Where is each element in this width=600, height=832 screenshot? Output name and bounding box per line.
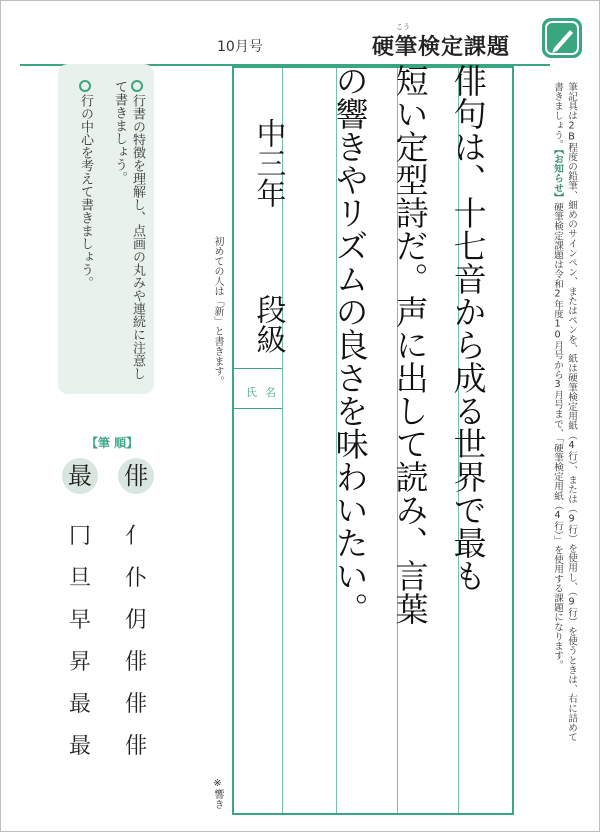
page-title: 硬筆検定課題	[372, 35, 511, 60]
stroke-step: 旦	[68, 566, 91, 591]
model-text-line-2: 短い定型詩だ。声に出して読み、言葉	[390, 64, 430, 625]
stroke-order-steps-sai	[60, 516, 100, 768]
stroke-step: 仴	[124, 608, 147, 633]
beginner-note: 初めての人は「新」と書きます。	[212, 236, 223, 386]
stroke-step: 昇	[68, 650, 91, 675]
notice-label: 【お知らせ】	[552, 149, 563, 203]
stroke-step: 俳	[124, 692, 147, 717]
tip-item: 行の中心を考えて書きましょう。	[76, 80, 94, 380]
stroke-order-char-hai: 俳	[118, 458, 154, 494]
rules-text	[518, 82, 578, 742]
stroke-step: 俳	[124, 650, 147, 675]
stroke-step: 仆	[124, 566, 147, 591]
tip-item: 行書の特徴を理解し、点画の丸みや連続に注意して書きましょう。	[112, 80, 145, 380]
stroke-step: 亻	[124, 524, 147, 549]
rules-part-2: 硬筆検定課題は令和2年度10月号から3月号まで、「硬筆検定用紙（4行）」を使用する課題になります。	[552, 202, 563, 670]
bullet-icon	[79, 80, 91, 92]
stroke-order-steps-hai	[116, 516, 156, 768]
level-label: 段級	[250, 294, 286, 354]
grade-label: 中三年	[250, 118, 286, 208]
issue-label: 10月号	[217, 39, 263, 55]
title-ruby: こう	[396, 23, 410, 31]
footnote: ※響き	[212, 778, 223, 809]
pen-icon	[542, 18, 582, 58]
tips-panel	[58, 64, 154, 394]
name-label: 氏名	[246, 386, 284, 399]
stroke-order-char-sai: 最	[62, 458, 98, 494]
name-box-bottom	[234, 408, 282, 409]
stroke-step: 最	[68, 692, 91, 717]
rules-part-1: 筆記具は2B程度の鉛筆、細めのサインペン、またはペンを、紙は硬筆検定用紙（4行）、または（9行）を使用し、（9行）を使うときは、右に詰めて書きましょう。	[552, 82, 577, 742]
bullet-icon	[131, 80, 143, 92]
model-text-line-1: 俳句は、十七音から成る世界で最も	[448, 64, 488, 592]
model-text-line-3: の響きやリズムの良さを味わいたい。	[330, 64, 370, 625]
stroke-step: 冂	[68, 524, 91, 549]
stroke-step: 俳	[124, 734, 147, 759]
stroke-step: 最	[68, 734, 91, 759]
stroke-order-label: 【筆 順】	[86, 436, 139, 450]
stroke-step: 早	[68, 608, 91, 633]
